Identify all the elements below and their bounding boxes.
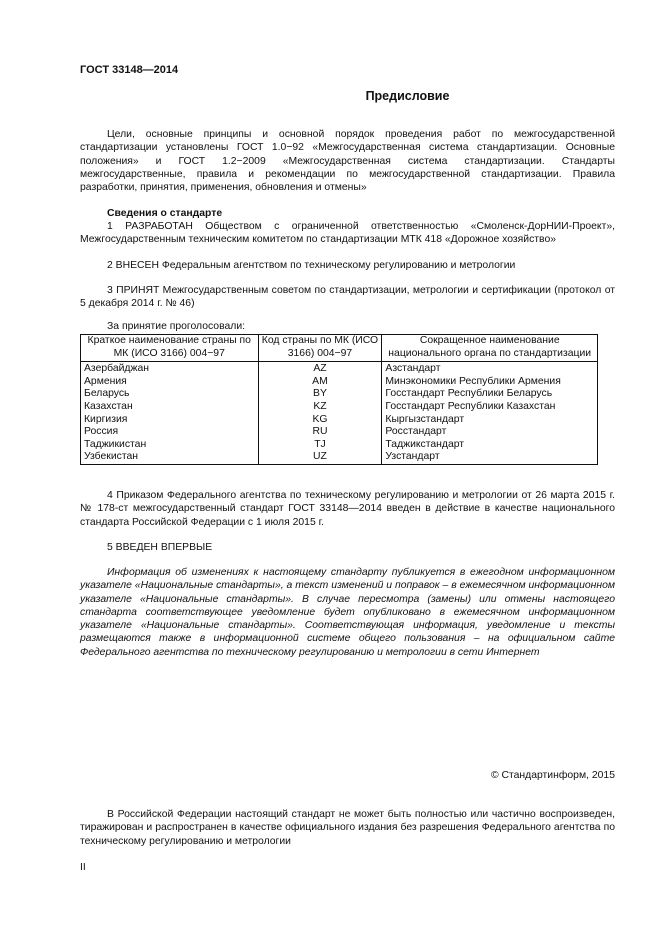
cell-country: Беларусь: [81, 388, 259, 401]
cell-body: Минэкономики Республики Армения: [382, 376, 598, 389]
cell-country: Азербайджан: [81, 362, 259, 376]
copyright-line: © Стандартинформ, 2015: [490, 770, 615, 781]
cell-code: TJ: [258, 439, 382, 452]
column-header-country: Краткое наименование страны по МК (ИСО 3166) 004−97: [81, 335, 259, 362]
table-row: [81, 426, 598, 439]
cell-country: Россия: [81, 426, 259, 439]
table-header-row: [81, 335, 598, 362]
item-3-adopted: 3 ПРИНЯТ Межгосударственным советом по стандартизации, метрологии и сертификации (протокол от 5 декабря 2014 г. № 46): [80, 285, 615, 310]
voting-table: [80, 334, 598, 465]
page-title: [80, 89, 615, 103]
cell-body: Росстандарт: [382, 426, 598, 439]
page-title-text: Предисловие: [365, 89, 450, 103]
item-2-introduced: 2 ВНЕСЕН Федеральным агентством по техническому регулированию и метрологии: [107, 260, 516, 271]
cell-body: Госстандарт Республики Казахстан: [382, 401, 598, 414]
table-row: [81, 439, 598, 452]
table-row: [81, 388, 598, 401]
section-heading: Сведения о стандарте: [107, 208, 223, 219]
cell-code: RU: [258, 426, 382, 439]
item-1-developed: 1 РАЗРАБОТАН Обществом с ограниченной ответственностью «Смоленск-ДорНИИ-Проект», Межгосударственным техническим комитетом по стандартизации МТК 418 «Дорожное хозяйство»: [80, 221, 615, 246]
cell-country: Узбекистан: [81, 451, 259, 464]
column-header-code: Код страны по МК (ИСО 3166) 004−97: [258, 335, 382, 362]
cell-code: AM: [258, 376, 382, 389]
item-4-enacted: 4 Приказом Федерального агентства по техническому регулированию и метрологии от 26 марта 2015 г. № 178-ст межгосударственный стандарт ГОСТ 33148—2014 введен в действие в качестве национального стандарта Российской Федерации с 1 июля 2015 г.: [80, 490, 615, 528]
table-row: [81, 414, 598, 427]
intro-paragraph: Цели, основные принципы и основной порядок проведения работ по межгосударственной стандартизации установлены ГОСТ 1.0−92 «Межгосударственная система стандартизации. Основные положения» и ГОСТ 1.2−2009 «Межгосударственная система стандартизации. Стандарты межгосударственные, правила и рекомендации по межгосударственной стандартизации. Правила разработки, принятия, применения, обновления и отмены»: [80, 129, 615, 194]
column-header-body: Сокращенное наименование национального органа по стандартизации: [382, 335, 598, 362]
table-row: [81, 376, 598, 389]
cell-country: Армения: [81, 376, 259, 389]
cell-code: BY: [258, 388, 382, 401]
cell-body: Узстандарт: [382, 451, 598, 464]
amendments-info-note: Информация об изменениях к настоящему стандарту публикуется в ежегодном информационном указателе «Национальные стандарты», а текст изменений и поправок – в ежемесячном информационном указателе «Национальные стандарты». В случае пересмотра (замены) или отмены настоящего стандарта соответствующее уведомление будет опубликовано в ежемесячном информационном указателе «Национальные стандарты». Соответствующая информация, уведомление и тексты размещаются также в информационной системе общего пользования – на официальном сайте Федерального агентства по техническому регулированию и метрологии в сети Интернет: [80, 567, 615, 658]
document-code-header: ГОСТ 33148—2014: [80, 64, 179, 76]
item-5-first-introduced: 5 ВВЕДЕН ВПЕРВЫЕ: [107, 542, 213, 553]
cell-body: Кыргызстандарт: [382, 414, 598, 427]
cell-code: KZ: [258, 401, 382, 414]
table-row: [81, 362, 598, 376]
cell-code: KG: [258, 414, 382, 427]
cell-code: UZ: [258, 451, 382, 464]
cell-body: Азстандарт: [382, 362, 598, 376]
page-number: II: [80, 862, 86, 873]
table-row: [81, 401, 598, 414]
table-row: [81, 451, 598, 464]
vote-caption: За принятие проголосовали:: [107, 321, 246, 332]
cell-country: Киргизия: [81, 414, 259, 427]
cell-country: Таджикистан: [81, 439, 259, 452]
cell-body: Таджикстандарт: [382, 439, 598, 452]
cell-country: Казахстан: [81, 401, 259, 414]
reproduction-notice: В Российской Федерации настоящий стандарт не может быть полностью или частично воспроизведен, тиражирован и распространен в качестве официального издания без разрешения Федерального агентства по техническому регулированию и метрологии: [80, 809, 615, 847]
cell-body: Госстандарт Республики Беларусь: [382, 388, 598, 401]
cell-code: AZ: [258, 362, 382, 376]
